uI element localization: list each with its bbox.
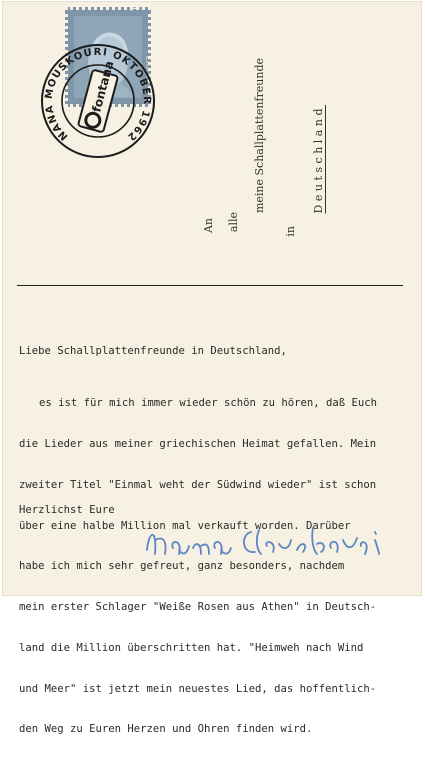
letter-line: habe ich mich sehr gefreut, ganz besonders, nachdem <box>19 560 345 573</box>
address-line-in: in <box>284 226 297 237</box>
divider-line <box>17 285 403 286</box>
signature <box>143 510 403 570</box>
address-line-country: Deutschland <box>312 105 325 214</box>
letter-closing: Herzlichst Eure <box>19 504 115 516</box>
postmark-ring-text: NANA MOUSKOURI OKTOBER 1962 <box>43 46 153 144</box>
letter-line: zweiter Titel "Einmal weht der Südwind wieder" ist schon <box>19 478 377 491</box>
letter-line: es ist für mich immer wieder schön zu hören, daß Euch <box>39 397 378 410</box>
address-line-an: An <box>202 218 215 234</box>
letter-greeting: Liebe Schallplattenfreunde in Deutschland, <box>19 345 287 357</box>
letter-line: und Meer" ist jetzt mein neuestes Lied, das hoffentlich- <box>19 682 377 695</box>
letter-line: mein erster Schlager "Weiße Rosen aus Athen" in Deutsch- <box>19 601 377 614</box>
postmark <box>33 36 163 166</box>
postcard <box>2 1 422 736</box>
postmark-logo-text: fontana <box>89 59 117 114</box>
stamp-value: 1 <box>128 4 142 12</box>
fontana-logo-icon <box>78 58 121 133</box>
address-line-alle: alle <box>227 212 240 233</box>
letter-line: über eine halbe Million mal verkauft worden. Darüber <box>19 519 351 532</box>
stamp-country: ΕΛΛΑΣ <box>144 55 152 84</box>
address-line-recipients: meine Schallplattenfreunde <box>253 58 266 214</box>
letter-line: die Lieder aus meiner griechischen Heimat gefallen. Mein <box>19 437 377 450</box>
letter-line: den Weg zu Euren Herzen und Ohren finden wird. <box>19 723 313 736</box>
letter-line: land die Million überschritten hat. "Heimweh nach Wind <box>19 641 364 654</box>
